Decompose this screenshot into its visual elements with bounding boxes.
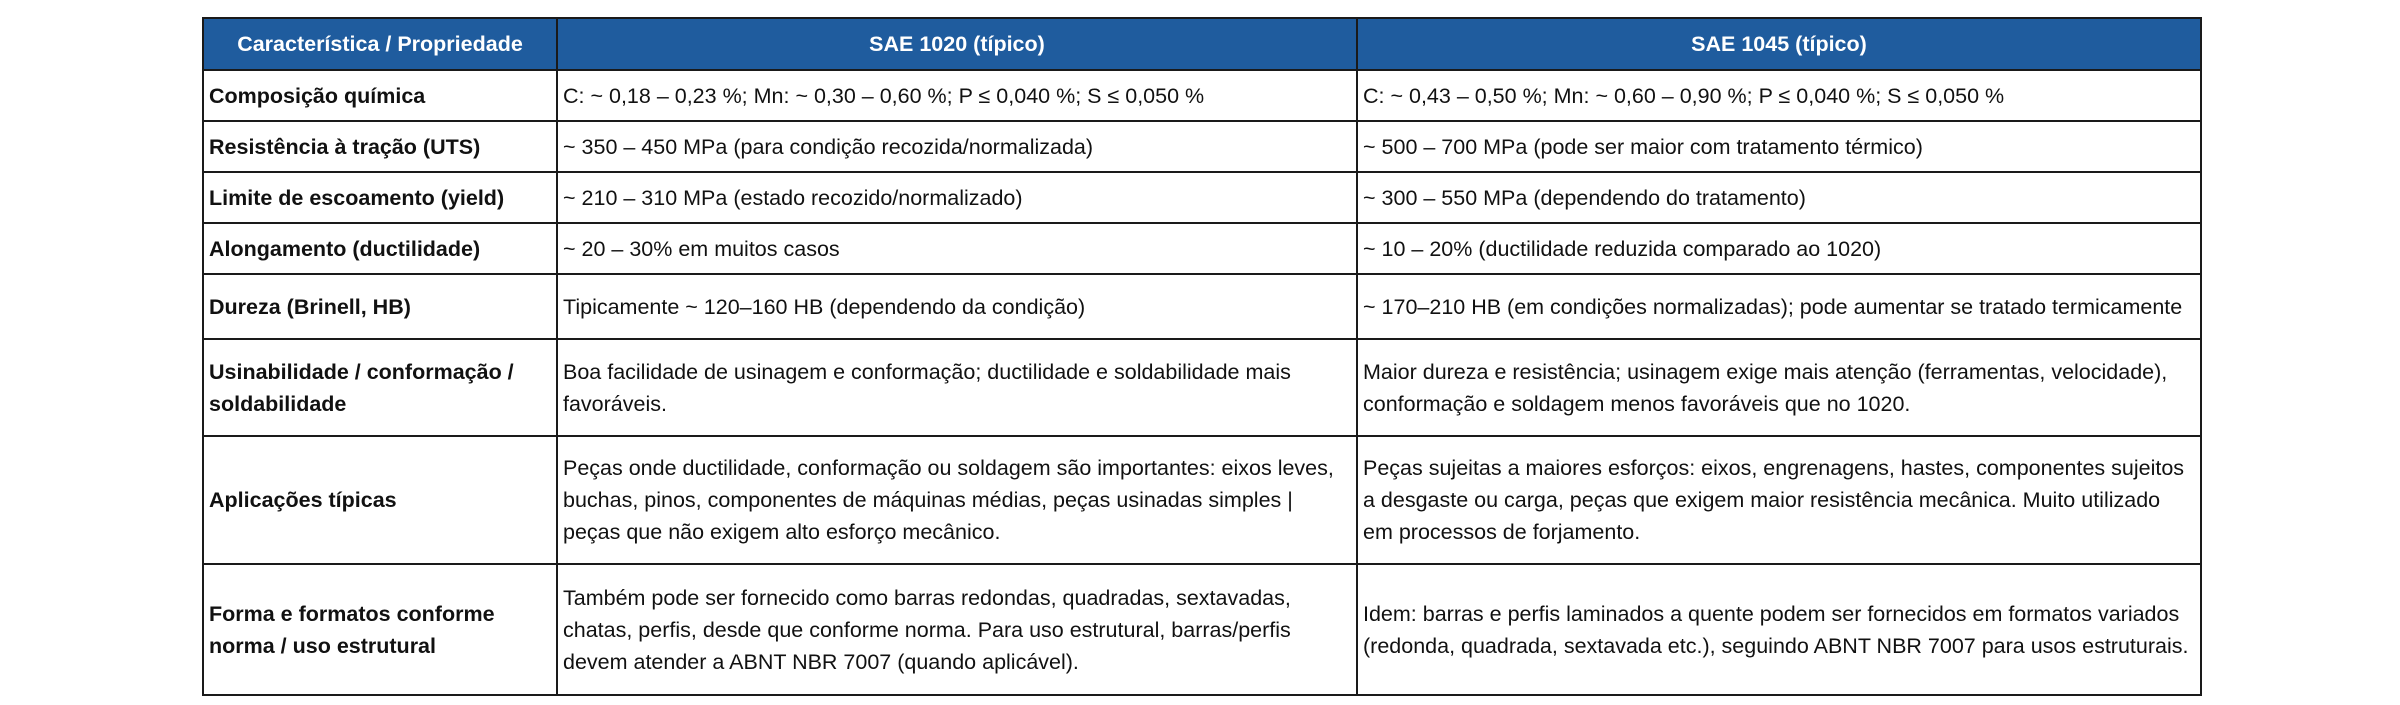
table-row <box>203 274 2201 339</box>
row-property: Forma e formatos conforme norma / uso estrutural <box>203 564 557 695</box>
row-property: Usinabilidade / conformação / soldabilidade <box>203 339 557 436</box>
table-row <box>203 172 2201 223</box>
cell-sae-1020: Boa facilidade de usinagem e conformação; ductilidade e soldabilidade mais favoráveis. <box>557 339 1357 436</box>
row-property: Composição química <box>203 70 557 121</box>
cell-sae-1020: ~ 350 – 450 MPa (para condição recozida/normalizada) <box>557 121 1357 172</box>
table-row <box>203 223 2201 274</box>
cell-sae-1020: ~ 20 – 30% em muitos casos <box>557 223 1357 274</box>
table-row <box>203 339 2201 436</box>
header-sae-1045: SAE 1045 (típico) <box>1357 18 2201 70</box>
table-row <box>203 436 2201 564</box>
cell-sae-1045: ~ 170–210 HB (em condições normalizadas); pode aumentar se tratado termicamente <box>1357 274 2201 339</box>
cell-sae-1020: C: ~ 0,18 – 0,23 %; Mn: ~ 0,30 – 0,60 %; P ≤ 0,040 %; S ≤ 0,050 % <box>557 70 1357 121</box>
header-property: Característica / Propriedade <box>203 18 557 70</box>
table-row <box>203 121 2201 172</box>
table-row <box>203 564 2201 695</box>
row-property: Dureza (Brinell, HB) <box>203 274 557 339</box>
table-body <box>203 70 2201 695</box>
cell-sae-1045: C: ~ 0,43 – 0,50 %; Mn: ~ 0,60 – 0,90 %; P ≤ 0,040 %; S ≤ 0,050 % <box>1357 70 2201 121</box>
cell-sae-1045: ~ 10 – 20% (ductilidade reduzida comparado ao 1020) <box>1357 223 2201 274</box>
row-property: Limite de escoamento (yield) <box>203 172 557 223</box>
cell-sae-1045: Peças sujeitas a maiores esforços: eixos, engrenagens, hastes, componentes sujeitos a desgaste ou carga, peças que exigem maior resistência mecânica. Muito utilizado em processos de forjamento. <box>1357 436 2201 564</box>
cell-sae-1020: Peças onde ductilidade, conformação ou soldagem são importantes: eixos leves, buchas, pinos, componentes de máquinas médias, peças usinadas simples | peças que não exigem alto esforço mecânico. <box>557 436 1357 564</box>
table-row <box>203 70 2201 121</box>
cell-sae-1020: ~ 210 – 310 MPa (estado recozido/normalizado) <box>557 172 1357 223</box>
cell-sae-1020: Tipicamente ~ 120–160 HB (dependendo da condição) <box>557 274 1357 339</box>
cell-sae-1045: ~ 500 – 700 MPa (pode ser maior com tratamento térmico) <box>1357 121 2201 172</box>
cell-sae-1045: ~ 300 – 550 MPa (dependendo do tratamento) <box>1357 172 2201 223</box>
row-property: Resistência à tração (UTS) <box>203 121 557 172</box>
comparison-table <box>202 17 2202 696</box>
row-property: Aplicações típicas <box>203 436 557 564</box>
row-property: Alongamento (ductilidade) <box>203 223 557 274</box>
cell-sae-1045: Idem: barras e perfis laminados a quente podem ser fornecidos em formatos variados (redonda, quadrada, sextavada etc.), seguindo ABNT NBR 7007 para usos estruturais. <box>1357 564 2201 695</box>
cell-sae-1045: Maior dureza e resistência; usinagem exige mais atenção (ferramentas, velocidade), conformação e soldagem menos favoráveis que no 1020. <box>1357 339 2201 436</box>
table-header <box>203 18 2201 70</box>
header-row <box>203 18 2201 70</box>
cell-sae-1020: Também pode ser fornecido como barras redondas, quadradas, sextavadas, chatas, perfis, desde que conforme norma. Para uso estrutural, barras/perfis devem atender a ABNT NBR 7007 (quando aplicável). <box>557 564 1357 695</box>
header-sae-1020: SAE 1020 (típico) <box>557 18 1357 70</box>
